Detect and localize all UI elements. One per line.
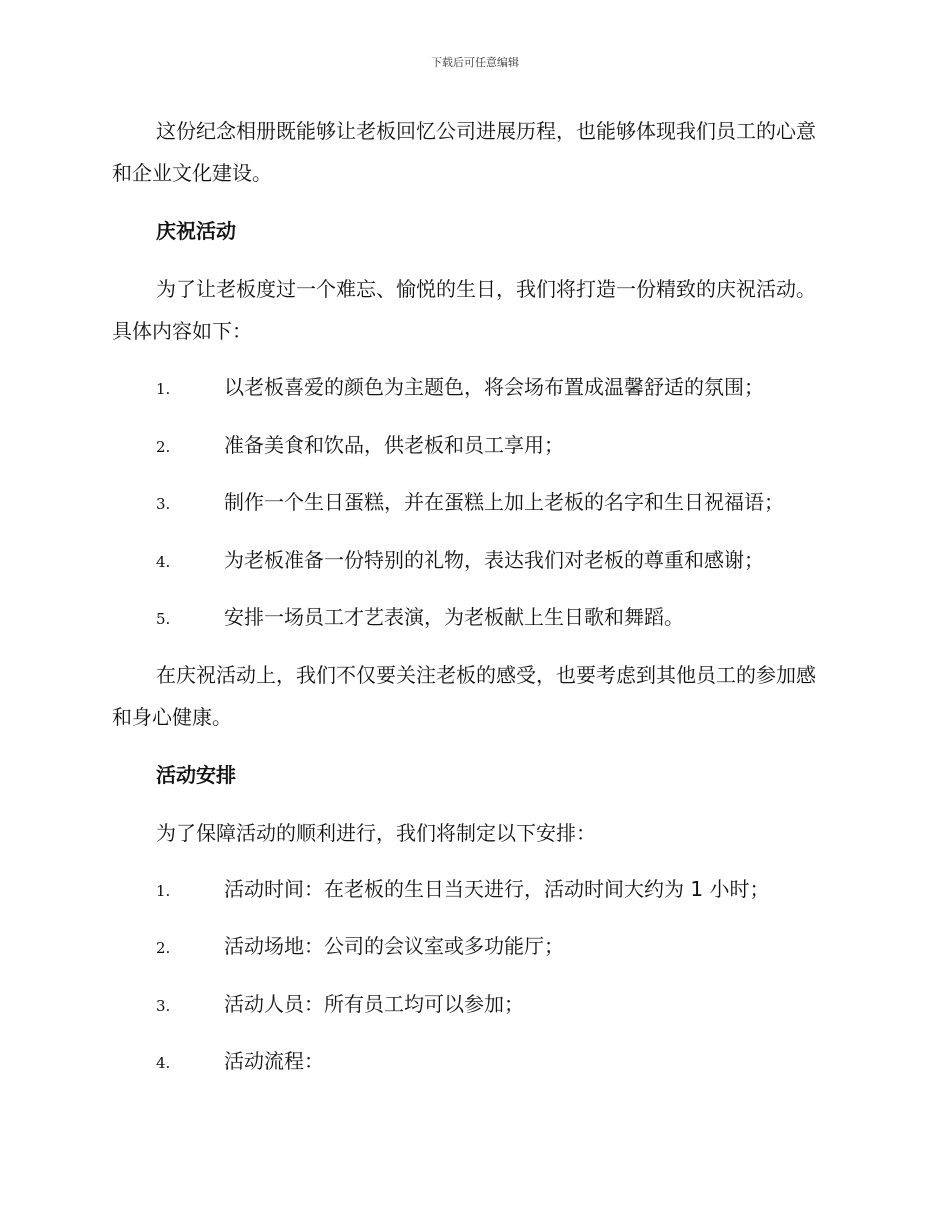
list-item-number: 2. — [156, 939, 171, 957]
list-item — [112, 424, 832, 466]
list-item — [112, 539, 832, 581]
list-item-text: 活动流程： — [224, 1049, 324, 1073]
list-item-text: 安排一场员工才艺表演，为老板献上生日歌和舞蹈。 — [224, 605, 684, 629]
intro-paragraph: 这份纪念相册既能够让老板回忆公司进展历程，也能够体现我们员工的心意和企业文化建设。 — [112, 119, 816, 185]
list-item — [112, 925, 832, 967]
list-item-text: 准备美食和饮品，供老板和员工享用； — [224, 432, 564, 457]
list-item-number: 4. — [156, 1054, 171, 1072]
list-item-number: 1. — [156, 380, 171, 398]
document-body — [112, 110, 832, 1098]
list-item-number: 5. — [156, 610, 171, 628]
list-item-text: 以老板喜爱的颜色为主题色，将会场布置成温馨舒适的氛围； — [224, 375, 764, 399]
list-item-text: 活动人员：所有员工均可以参加； — [224, 991, 524, 1016]
list-item-number: 3. — [156, 996, 171, 1015]
list-item-number: 2. — [156, 437, 171, 456]
page-header: 下载后可任意编辑 — [431, 56, 519, 69]
list-item-text: 制作一个生日蛋糕，并在蛋糕上加上老板的名字和生日祝福语； — [224, 490, 784, 514]
celebration-intro-paragraph: 为了让老板度过一个难忘、愉悦的生日，我们将打造一份精致的庆祝活动。具体内容如下： — [112, 277, 816, 343]
section-heading-celebration: 庆祝活动 — [156, 219, 236, 243]
list-item-number: 1. — [156, 881, 171, 900]
list-item-text: 活动场地：公司的会议室或多功能厅； — [224, 934, 564, 958]
list-item — [112, 983, 832, 1025]
list-item — [112, 596, 832, 638]
list-item-number: 4. — [156, 552, 171, 571]
list-item-text: 为老板准备一份特别的礼物，表达我们对老板的尊重和感谢； — [224, 547, 764, 572]
section-heading-arrangement: 活动安排 — [156, 762, 236, 787]
celebration-list — [112, 366, 832, 638]
celebration-note-paragraph: 在庆祝活动上，我们不仅要关注老板的感受，也要考虑到其他员工的参加感和身心健康。 — [112, 662, 816, 729]
list-item — [112, 366, 832, 408]
arrangement-list — [112, 868, 832, 1083]
list-item — [112, 868, 832, 910]
list-item-text: 活动时间：在老板的生日当天进行，活动时间大约为 1 小时； — [224, 876, 770, 901]
list-item-number: 3. — [156, 495, 171, 513]
list-item — [112, 481, 832, 523]
list-item — [112, 1040, 832, 1082]
arrangement-intro-paragraph: 为了保障活动的顺利进行，我们将制定以下安排： — [156, 820, 596, 845]
